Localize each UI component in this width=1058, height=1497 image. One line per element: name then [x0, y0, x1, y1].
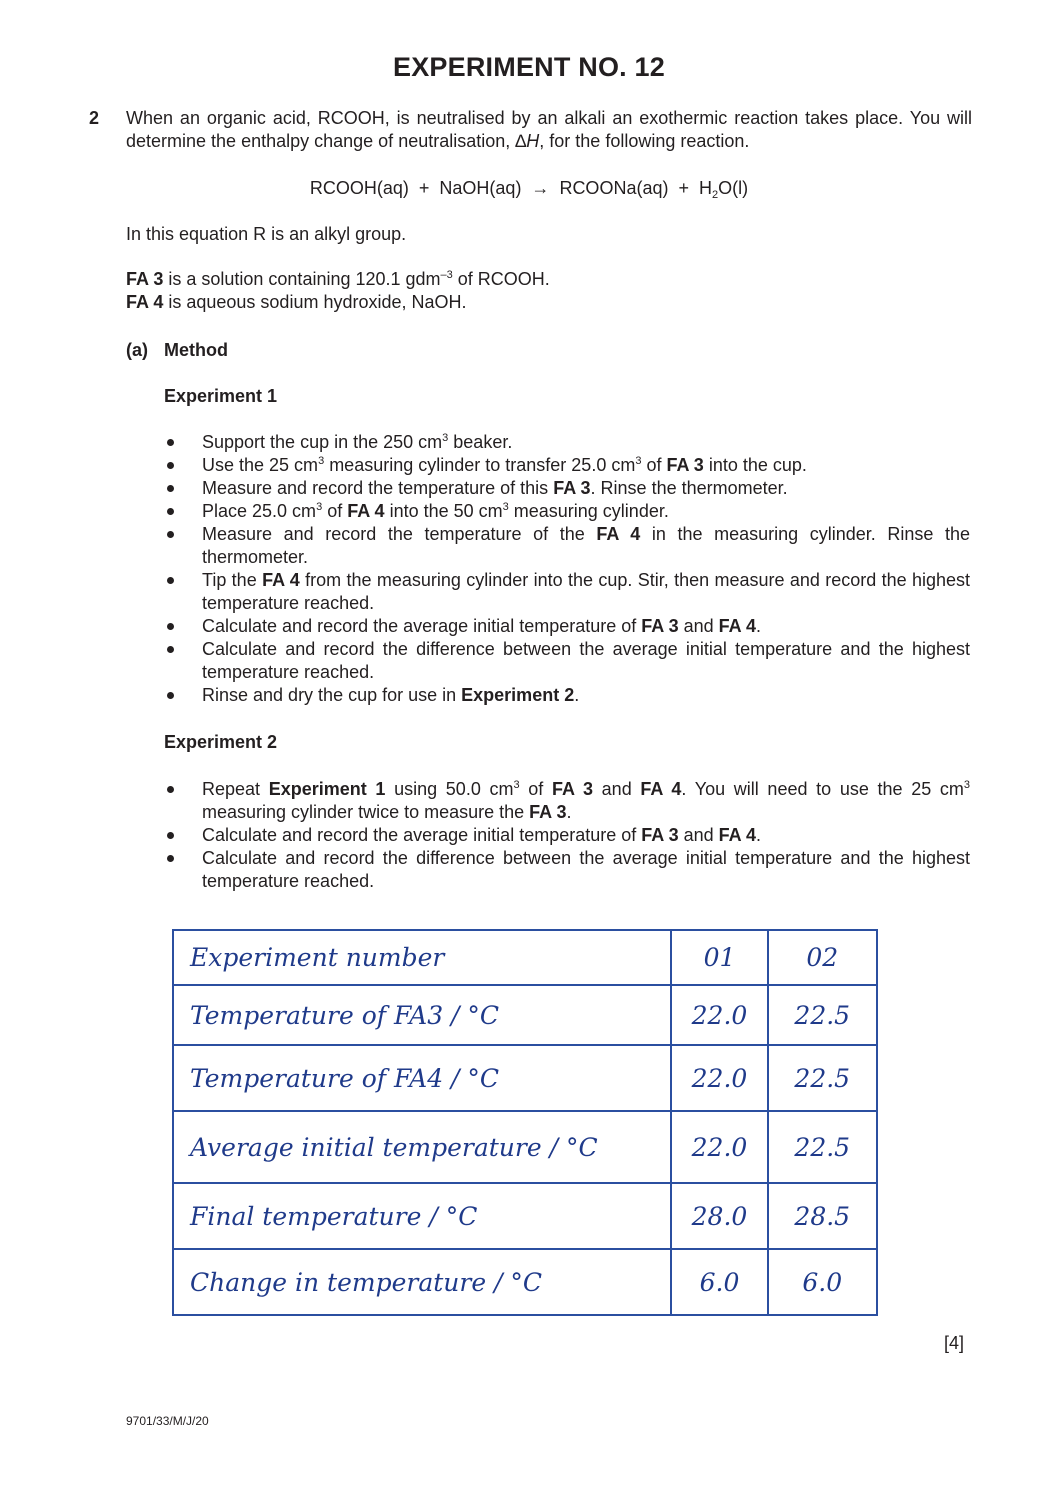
paper-code: 9701/33/M/J/20: [126, 1414, 209, 1428]
fa4-description: FA 4 is aqueous sodium hydroxide, NaOH.: [126, 292, 467, 312]
exp2-value: 22.5: [768, 1045, 877, 1111]
reaction-equation: RCOOH(aq) + NaOH(aq) → RCOONa(aq) + $H_2O(l)$: [309, 178, 749, 201]
list-item: Calculate and record the average initial temperature of FA 3 and FA 4.: [164, 615, 970, 638]
exp1-value: 01: [671, 930, 767, 985]
experiment-1-steps: [164, 431, 970, 707]
list-item: Measure and record the temperature of this FA 3. Rinse the thermometer.: [164, 477, 970, 500]
alkyl-group-note: In this equation R is an alkyl group.: [126, 224, 407, 244]
table-row: [173, 985, 877, 1045]
exp2-value: 22.5: [768, 985, 877, 1045]
list-item: Calculate and record the average initial temperature of FA 3 and FA 4.: [164, 824, 970, 847]
question-number: 2: [89, 108, 100, 128]
experiment-1-heading: Experiment 1: [164, 386, 278, 406]
table-row: [173, 1249, 877, 1315]
row-label: Experiment number: [173, 930, 671, 985]
row-label: Change in temperature / °C: [173, 1249, 671, 1315]
list-item: Measure and record the temperature of the FA 4 in the measuring cylinder. Rinse the thermometer.: [164, 523, 970, 569]
intro-paragraph: When an organic acid, RCOOH, is neutralised by an alkali an exothermic reaction takes place. You will determine the enthalpy change of neutralisation, ∆H, for the following reaction.: [126, 108, 972, 151]
exp1-value: 22.0: [671, 1045, 767, 1111]
section-a-heading: (a) Method: [126, 340, 228, 360]
table-row: [173, 1045, 877, 1111]
row-label: Temperature of FA3 / °C: [173, 985, 671, 1045]
table-row: [173, 930, 877, 985]
exp1-value: 22.0: [671, 985, 767, 1045]
marks-allocation: [4]: [944, 1333, 965, 1353]
table-row: [173, 1183, 877, 1249]
list-item: Calculate and record the difference between the average initial temperature and the highest temperature reached.: [164, 638, 970, 684]
list-item: Use the 25 $cm^3$ measuring cylinder to transfer 25.0 $cm^3$ of FA 3 into the cup.: [164, 454, 970, 477]
list-item: Support the cup in the 250 $cm^3$ beaker.: [164, 431, 970, 454]
list-item: Tip the FA 4 from the measuring cylinder into the cup. Stir, then measure and record the highest temperature reached.: [164, 569, 970, 615]
table-row: [173, 1111, 877, 1183]
exp1-value: 6.0: [671, 1249, 767, 1315]
exp2-value: 6.0: [768, 1249, 877, 1315]
list-item: Place 25.0 $cm^3$ of FA 4 into the 50 $cm^3$ measuring cylinder.: [164, 500, 970, 523]
fa3-description: FA 3 is a solution containing 120.1 gdm$^{-3}$ of RCOOH.: [126, 269, 550, 289]
page-title: EXPERIMENT NO. 12: [393, 52, 665, 82]
exp1-value: 28.0: [671, 1183, 767, 1249]
exp2-value: 28.5: [768, 1183, 877, 1249]
exp1-value: 22.0: [671, 1111, 767, 1183]
experiment-2-heading: Experiment 2: [164, 732, 278, 752]
row-label: Temperature of FA4 / °C: [173, 1045, 671, 1111]
experiment-2-steps: [164, 778, 970, 893]
exp2-value: 22.5: [768, 1111, 877, 1183]
row-label: Final temperature / °C: [173, 1183, 671, 1249]
results-table: [172, 929, 878, 1316]
exp2-value: 02: [768, 930, 877, 985]
list-item: Rinse and dry the cup for use in Experiment 2.: [164, 684, 970, 707]
list-item: Repeat Experiment 1 using 50.0 $cm^3$ of FA 3 and FA 4. You will need to use the 25 $cm^3$ measuring cylinder twice to measure the FA 3.: [164, 778, 970, 824]
list-item: Calculate and record the difference between the average initial temperature and the highest temperature reached.: [164, 847, 970, 893]
row-label: Average initial temperature / °C: [173, 1111, 671, 1183]
